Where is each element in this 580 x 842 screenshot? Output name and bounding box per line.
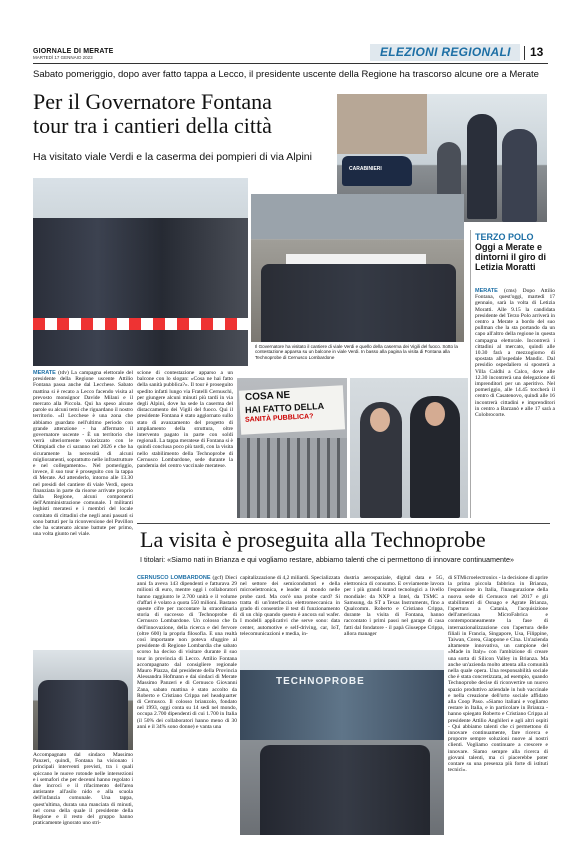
sidebar-divider	[470, 230, 471, 518]
article2-place: CERNUSCO LOMBARDONE	[137, 575, 211, 581]
article1-column-2	[137, 370, 233, 518]
header-rule	[33, 63, 548, 64]
face-shape	[370, 408, 390, 432]
building-facade	[251, 194, 464, 239]
building-sign: TECHNOPROBE	[276, 676, 365, 687]
article1-text-2: scione di contestazione apparso a un balcone con lo slogan: «Cosa ne hai fatto della sanità pubblica?». Il tour è proseguito spedito infatti lungo via Fratelli Cernuschi, per giungere alcuni minuti più tardi in via degli Alpini, dove ha sede la caserma del distaccamento dei Vigili del fuoco. Qui il presidente Fontana è stato aggiornato sullo stato di avanzamento del progetto di ampliamento della struttura, oltre intervento pagato in parte con soldi regionali. La tappa meratese di Fontana si è quindi conclusa poco più tardi, con la visita nello stabilimento della Technoprobe di Cernusco Lombardone, sede durante la pandemia del centro vaccinale meratese.	[137, 370, 233, 470]
person-figure	[502, 129, 537, 222]
photo-fontana-walking	[33, 650, 133, 750]
newspaper-logo: GIORNALE DI MERATE	[33, 48, 114, 55]
section-name: ELEZIONI REGIONALI	[380, 45, 511, 59]
sidebar-text: Dopo Attilio Fontana, quest'oggi, martedì 17 gennaio, sarà la volta di Letizia Moratti. Alle 9.15 la candidata presidente del Terzo Polo arriverà in centro a Merate a bordo del suo pullman che la sta portando da un capo all'altro della regione in questa campagna elettorale. Incontrerà i cittadini al mercato, quindi alle 10.30 farà a mezzogiorno di spostata all'ospedale Mandic. Dal presidio ospedaliero si sposterà a Villa Caldhi a Calco, dove alle 12.30 incontrerà una delegazione di imprenditori per un aperitivo. Nel pomeriggio, alle 14.45 toccherà il centro di Casatenovo, quindi alle 16 incontrerà cittadini e imprenditori in centro a Barzanò e alle 17 sarà a Colobrocorte.	[475, 288, 556, 419]
article2-text-1: Dieci anni fa aveva 143 dipendenti e fatturava 29 milioni di euro, mentre oggi i collaboratori hanno raggiunto le 2.700 unità e il volume d'affari è volato a quota 550 milioni. Bastano queste cifre per raccontare la straordinaria storia di successo di Technoprobe di Cernusco Lombardone. Un colosso che fa dell'innovazione, della ricerca e del fervore (oltre 600) la propria filosofia. E una realtà così importante non poteva sfuggire al presidente di Regione Lombardia che sabato scorso ha deciso di visitare durante il suo tour in provincia di Lecco. Attilio Fontana accompagnato dal consigliere regionale Mauro Piazza, dal presidente della Provincia Alessandra Hofmann e dai sindaci di Merate Massimo Panzeri e di Cernusco Giovanni Zana, sabato mattina è stato accolto da Roberto e Cristiano Crippa nel headquarter di Cernusco. Il colosso brianzolo, fondato nel 1993, oggi conta su 14 sedi nel mondo, occupa 2.700 dipendenti di cui 1.700 in Italia (il 50% dei collaboratori hanno meno di 30 anni e il 34% sono donne) e vanta una	[137, 575, 238, 730]
article-separator	[137, 523, 550, 524]
group-shape	[260, 745, 430, 835]
article1-column-1	[33, 370, 134, 538]
article2-column-3	[344, 575, 444, 645]
sidebar-subtitle: Oggi a Merate e dintorni il giro di Letizia Moratti	[475, 242, 546, 272]
article2-headline: La visita è proseguita alla Technoprobe	[140, 527, 486, 552]
article2-byline: (gcf)	[212, 575, 224, 581]
sidebar-byline: (cms)	[503, 288, 517, 294]
headline-line-2: tour tra i cantieri della città	[33, 113, 272, 138]
crowd-shape	[33, 218, 248, 366]
article1-text-1b: Accompagnato dal sindaco Massimo Panzeri, quindi, Fontana ha visionato i principali interventi previsti, tra i quali spiccano le nuove rotonde nelle intersezioni e i semafori che per decenni hanno regolato i due incroci e il rifacimento dell'area antistante all'asilo nido e alla scuola dell'infanzia comunale. Una tappa, quest'ultima, durata una manciata di minuti, nel corso della quale il presidente della Regione e il resto del gruppo hanno praticamente ignorato uno stri-	[33, 752, 133, 827]
balcony-railing	[237, 438, 347, 518]
person-figure	[467, 114, 497, 219]
sidebar-body	[475, 288, 555, 516]
article-headline	[33, 90, 343, 138]
photo-group-construction-site	[33, 178, 248, 366]
building-shape	[337, 94, 427, 154]
banner-line-1: COSA NE	[244, 389, 291, 404]
article2-column-2	[240, 575, 340, 645]
article-subhead: Ha visitato viale Verdi e la caserma dei pompieri di via Alpini	[33, 151, 312, 163]
article1-text-1: La campagna elettorale del presidente della Regione uscente Attilio Fontana passa anche dal Lecchese. Sabato mattina si è recato a Lecco facendo visita al prevosto monsignor Davide Milani e il mercato alla Piccola. Qui ha speso alcune parole su alcuni temi che riguardano il nostro territorio. «Il Lecchese è una zona che abbiamo guardato nell'ultimo periodo con grande attenzione - ha affermato il governatore uscente - È un territorio che verrà ulteriormente valorizzato con le Olimpiadi che ci saranno nel 2026 e che ha sicuramente la necessità di alcuni miglioramenti, soprattutto nelle infrastrutture e nel collegamento». Nel pomeriggio, invece, il suo tour è proseguito con la tappa di Merate. Ad attenderlo, intorno alle 13.30 nel presidi del cantiere di viale Verdi, opera finanziata in parte da risorse arrivate proprio dalla Regione, alcuni componenti dell'Amministrazione comunale. I militanti leghisti meratesi e i membri del locale comitato di cittadini che negli anni passati si sono battuti per la riconversione del Pavillon che ha scatenato alcune battute per primo, una volta giunto nel viale.	[33, 370, 134, 538]
photo-technoprobe-visit	[240, 650, 444, 835]
photo-letizia-moratti	[350, 378, 468, 518]
banner-line-2: HAI FATTO DELLA	[244, 400, 325, 416]
article2-text-4: di STMicroelectronics - la decisione di aprire la prima piccola fabbrica in Brianza, l'espansione in Italia, l'inaugurazione della nuova sede di Cernusco nel 2017 e gli stabilimenti di Osnago e Agrate Brianza, l'apertura a Catania, l'acquisizione dell'americana MicroFabrica e contemporaneamente la fase di internazionalizzazione con l'apertura delle filiali in Francia, Singapore, Usa, Filippine, Taiwan, Corea, Giappone e Cina. Un'azienda altamente innovativa, un campione del «Made in Italy» con l'ambizione di creare una sorta di Silicon Valley in Brianza. Ma anche un'azienda molto attenta alla comunità nella quale opera. Una responsabilità sociale che è stata concretizzata, ad esempio, quando Technoprobe decise di riconvertire un nuovo spazio produttivo aziendale in hub vaccinale e nella creazione dell'orto sociale affidato alla Coop Paso. «Siamo italiani e vogliamo restare in Italia, e in particolare in Brianza - hanno spiegato Roberto e Cristiano Crippa al presidente Attilio Anghileri e agli altri ospiti - Qui abbiamo talenti che ci permettono di innovare continuamente, fare ricerca e proporre sempre soluzioni nuove ai nostri clienti. Vogliamo continuare a crescere e innovare. Siamo sempre alla ricerca di giovani talenti, ma ci piacerebbe poter contare su una presenza più forte di istituti tecnici».	[448, 575, 548, 774]
article1-column-1b	[33, 752, 133, 832]
article2-column-1	[137, 575, 237, 837]
photo-caption: Il Governatore ha visitato il cantiere di viale Verdi e quello della caserma dei Vigili del fuoco. Sotto la contestazione apparsa su un balcone in viale Verdi. In basso alla pagina la visita di Fontana alla Technoprobe di Cernusco Lombardone	[255, 344, 458, 360]
photo-protest-banner	[237, 378, 347, 518]
article2-text-2: capitalizzazione di 4,2 miliardi. Specializzata nel settore dei semiconduttori e della microelettronica, e leader al mondo nelle probe card. Ma cos'è una probe card? Si tratta di un'interfaccia elettromeccanica in grado di consentire il test di funzionamento di un chip quando questo è ancora sul wafer. I modelli applicativi che serve sono: data center, automotive e self-driving, car, IoT, telecomunicazioni e media, in-	[240, 575, 340, 637]
article-kicker: Sabato pomeriggio, dopo aver fatto tappa a Lecco, il presidente uscente della Regione ha trascorso alcune ore a Merate	[33, 69, 539, 80]
car-lettering: CARABINIERI	[349, 166, 382, 172]
headline-line-1: Per il Governatore Fontana	[33, 89, 272, 114]
article1-byline: (tdv)	[58, 370, 69, 376]
article2-column-4	[448, 575, 548, 837]
banner-line-3: SANITÀ PUBBLICA?	[244, 413, 314, 424]
sidebar-title: TERZO POLO	[475, 232, 534, 242]
barrier	[33, 318, 248, 330]
group-shape	[261, 264, 456, 342]
section-divider	[524, 46, 525, 60]
sidebar-place: MERATE	[475, 288, 498, 294]
face-shape	[425, 402, 445, 426]
article2-text-3: dustria aerospaziale, digital data e 5G, elettronica di consumo. E ovviamente lavora per i più grandi brand tecnologici a livello mondiale: da NXP a Intel, da TSMC a Samsung, da ST a Texas Instruments, fino a Qualcomm. Roberto e Cristiano Crippa, durante la visita di Fontana, hanno raccontato i primi passi nel garage di casa fatti dal fondatore - il papà Giuseppe Crippa, allora manager	[344, 575, 444, 637]
group-shape	[38, 680, 128, 750]
issue-date: MARTEDÌ 17 GENNAIO 2023	[33, 55, 93, 60]
article1-place: MERATE	[33, 370, 56, 376]
page-number: 13	[530, 45, 544, 59]
photo-group-fire-station	[251, 194, 464, 342]
article2-subhead: I titolari: «Siamo nati in Brianza e qui vogliamo restare, abbiamo talenti che ci permettono di innovare continuamente»	[140, 555, 514, 564]
